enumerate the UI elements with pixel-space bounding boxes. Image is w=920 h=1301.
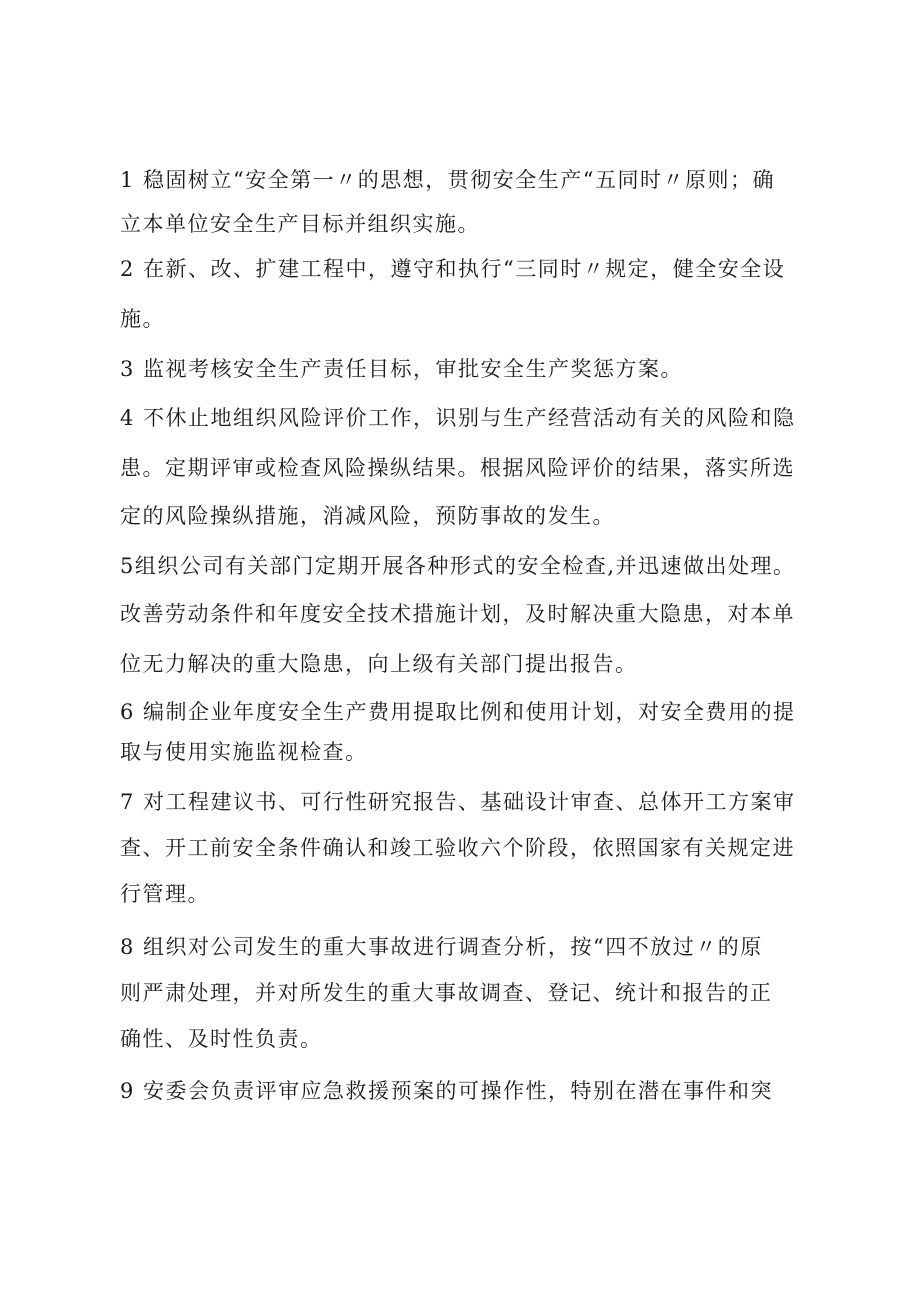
- text-line: 查、开工前安全条件确认和竣工验收六个阶段，依照国家有关规定进: [120, 836, 795, 860]
- text-line: 3 监视考核安全生产责任目标，审批安全生产奖惩方案。: [120, 357, 684, 381]
- text-line: 9 安委会负责评审应急救援预案的可操作性，特别在潜在事件和突: [120, 1079, 774, 1103]
- text-line: 则严肃处理，并对所发生的重大事故调查、登记、统计和报告的正: [120, 981, 773, 1005]
- text-line: 确性、及时性负责。: [120, 1027, 323, 1051]
- text-line: 5组织公司有关部门定期开展各种形式的安全检查,并迅速做出处理。: [120, 554, 796, 578]
- text-line: 取与使用实施监视检查。: [120, 740, 368, 764]
- text-line: 2 在新、改、扩建工程中，遵守和执行“三同时〃规定，健全安全设: [120, 257, 786, 281]
- text-line: 施。: [120, 307, 165, 331]
- text-line: 1 稳固树立“安全第一〃的思想，贯彻安全生产“五同时〃原则；确: [120, 168, 776, 192]
- text-line: 7 对工程建议书、可行性研究报告、基础设计审查、总体开工方案审: [120, 790, 796, 814]
- text-line: 6 编制企业年度安全生产费用提取比例和使用计划，对安全费用的提: [120, 700, 796, 724]
- text-line: 定的风险操纵措施，消减风险，预防事故的发生。: [120, 504, 615, 528]
- text-line: 立本单位安全生产目标并组织实施。: [120, 212, 480, 236]
- text-line: 位无力解决的重大隐患，向上级有关部门提出报告。: [120, 652, 638, 676]
- text-line: 行管理。: [120, 882, 210, 906]
- text-line: 8 组织对公司发生的重大事故进行调查分析，按“四不放过〃的原: [120, 935, 763, 959]
- text-line: 改善劳动条件和年度安全技术措施计划，及时解决重大隐患，对本单: [120, 602, 795, 626]
- text-line: 患。定期评审或检查风险操纵结果。根据风险评价的结果，落实所选: [120, 456, 795, 480]
- text-line: 4 不休止地组织风险评价工作，识别与生产经营活动有关的风险和隐: [120, 406, 796, 430]
